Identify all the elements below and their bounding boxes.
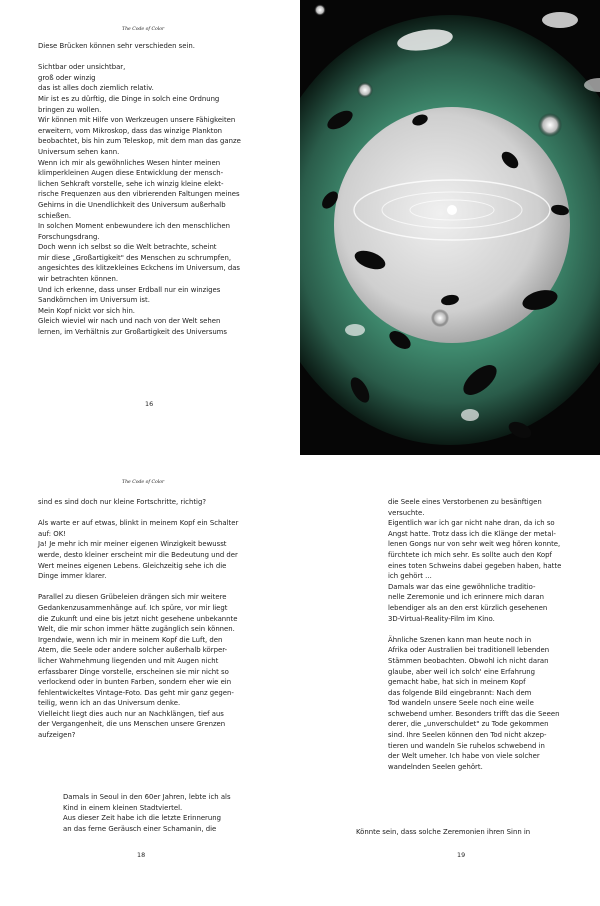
text-line: Vielleicht liegt dies auch nur an Nachklängen, tief aus [38, 709, 224, 718]
text-line: Atem, die Seele oder andere solcher außerhalb körper- [38, 646, 228, 655]
running-head: The Code of Color [122, 480, 165, 485]
text-line: ich gehört ... [388, 572, 432, 581]
text-line: Forschungsdrang. [38, 232, 100, 241]
page-18 [0, 458, 300, 906]
text-line: eines toten Schweins dabei gegeben haben, hatte [388, 561, 562, 570]
text-line: Wenn ich mir als gewöhnliches Wesen hinter meinen [38, 158, 221, 167]
text-line: die Zukunft und eine bis jetzt nicht gesehene unbekannte [38, 614, 238, 623]
text-line: wandelnden Seelen gehört. [388, 762, 483, 771]
text-line: Dinge immer klarer. [38, 572, 107, 581]
text-line: an das ferne Geräusch einer Schamanin, die [63, 824, 217, 833]
text-line: Als warte er auf etwas, blinkt in meinem Kopf ein Schalter [38, 519, 239, 528]
text-line: Ja! Je mehr ich mir meiner eigenen Winzigkeit bewusst [38, 540, 227, 549]
page-number: 18 [137, 851, 146, 859]
text-line: mir diese „Großartigkeit" des Menschen zu schrumpfen, [38, 253, 232, 262]
text-line: Mein Kopf nickt vor sich hin. [38, 306, 135, 315]
page-19-closing-line: Könnte sein, dass solche Zeremonien ihren Sinn in [356, 828, 531, 836]
text-line: Eigentlich war ich gar nicht nahe dran, da ich so [388, 519, 555, 528]
text-line: groß oder winzig [38, 73, 96, 82]
text-line: Sandkörnchen im Universum ist. [38, 296, 150, 305]
text-line: bringen zu wollen. [38, 105, 102, 114]
text-line: versuchte. [388, 508, 425, 517]
text-line: Sichtbar oder unsichtbar, [38, 63, 126, 72]
text-line: tieren und wandeln Sie ruhelos schwebend in [388, 741, 545, 750]
illustration-graphic [300, 0, 600, 455]
text-line: Ähnliche Szenen kann man heute noch in [388, 635, 532, 644]
text-line: Kind in einem kleinen Stadtviertel. [63, 803, 183, 812]
text-line: lichen Sehkraft vorstelle, sehe ich winzig kleine elekt- [38, 179, 224, 188]
text-line: gemacht habe, hat sich in meinem Kopf [388, 678, 526, 687]
text-line: nelle Zeremonie und ich erinnere mich daran [388, 593, 545, 602]
text-line: sind es sind doch nur kleine Fortschritte, richtig? [38, 498, 206, 506]
text-line: Wir können mit Hilfe von Werkzeugen unsere Fähigkeiten [38, 116, 236, 125]
text-line: Damals in Seoul in den 60er Jahren, lebte ich als [63, 793, 231, 801]
text-line: Welt, die mir schon immer hätte zugänglich sein können. [38, 625, 235, 634]
text-line: fürchtete ich mich sehr. Es sollte auch den Kopf [388, 550, 552, 559]
page-19-body [388, 497, 561, 772]
text-line: schießen. [38, 211, 72, 220]
text-line: werde, desto kleiner erscheint mir die Bedeutung und der [38, 550, 238, 559]
paragraph-gap [38, 508, 238, 519]
text-line: licher Wahrnehmung liegenden und mit Augen nicht [38, 656, 219, 665]
page-16 [0, 0, 300, 455]
text-line: Angst hatte. Trotz dass ich die Klänge der metal- [388, 529, 556, 538]
page-18-body [38, 497, 238, 741]
text-line: Gleich wieviel wir nach und nach von der Welt sehen [38, 317, 221, 326]
running-head: The Code of Color [122, 27, 165, 32]
text-line: glaube, aber weil ich solch' eine Erfahrung [388, 667, 535, 676]
page-19 [300, 458, 600, 906]
text-line: Wert meines eigenen Lebens. Gleichzeitig sehe ich die [38, 561, 227, 570]
text-line: Parallel zu diesen Grübeleien drängen sich mir weitere [38, 593, 227, 602]
text-line: schwebend umher. Besonders trifft das die Seeen [388, 709, 560, 718]
paragraph-gap [388, 624, 561, 635]
text-line: angesichtes des klitzekleines Eckchens im Universum, das [38, 264, 241, 273]
text-line: Irgendwie, wenn ich mir in meinem Kopf die Luft, den [38, 635, 223, 644]
text-line: Universum sehen kann. [38, 147, 120, 156]
text-line: lebendiger als an den erst kürzlich gesehenen [388, 603, 548, 612]
text-line: beobachtet, bis hin zum Teleskop, mit dem man das ganze [38, 137, 241, 146]
page-number: 16 [145, 400, 154, 408]
page-number: 19 [457, 851, 466, 859]
text-line: das ist alles doch ziemlich relativ. [38, 84, 154, 93]
text-line: Gedankenzusammenhänge auf. Ich spüre, vor mir liegt [38, 603, 228, 612]
paragraph-gap [38, 52, 241, 63]
sun [447, 205, 457, 215]
text-line: Stämmen beobachten. Obwohl ich nicht daran [388, 656, 549, 665]
page-16-body [38, 41, 241, 338]
text-line: verlockend oder in bunten Farben, sondern eher wie ein [38, 678, 232, 687]
text-line: Aus dieser Zeit habe ich die letzte Erinnerung [63, 814, 222, 823]
text-line: das folgende Bild eingebrannt: Nach dem [388, 688, 532, 697]
text-line: auf: OK! [38, 529, 66, 538]
text-line: Diese Brücken können sehr verschieden sein. [38, 42, 195, 50]
cosmic-illustration [300, 0, 600, 455]
text-line: lernen, im Verhältnis zur Großartigkeit des Universums [38, 328, 227, 337]
text-line: rische Frequenzen aus den vibrierenden Faltungen meines [38, 190, 240, 199]
text-line: erweitern, vom Mikroskop, dass das winzige Plankton [38, 126, 223, 135]
text-line: wir betrachten können. [38, 275, 119, 284]
text-line: der Vergangenheit, die uns Menschen unsere Grenzen [38, 720, 226, 729]
text-line: 3D-Virtual-Reality-Film im Kino. [388, 614, 495, 623]
text-line: die Seele eines Verstorbenen zu besänftigen [388, 498, 542, 506]
text-line: Afrika oder Australien bei traditionell lebenden [388, 646, 550, 655]
text-line: lenen Gongs nur von sehr weit weg hören konnte, [388, 540, 561, 549]
text-line: klimperkleinen Augen diese Entwicklung der mensch- [38, 169, 224, 178]
paragraph-gap [38, 582, 238, 593]
text-line: Damals war das eine gewöhnliche traditio- [388, 582, 536, 591]
text-line: erfassbarer Dinge vorstelle, erscheinen sie mir nicht so [38, 667, 229, 676]
text-line: der Welt umeher. Ich habe von viele solcher [388, 752, 540, 761]
text-line: Doch wenn ich selbst so die Welt betrachte, scheint [38, 243, 217, 252]
text-line: teilig, wenn ich an das Universum denke. [38, 699, 181, 708]
text-line: fehlentwickeltes Vintage-Foto. Das geht mir ganz gegen- [38, 688, 234, 697]
text-line: derer, die „unverschuldet" zu Tode gekommen [388, 720, 549, 729]
text-line: Mir ist es zu dürftig, die Dinge in solch eine Ordnung [38, 94, 220, 103]
text-line: aufzeigen? [38, 731, 76, 740]
text-line: sind. Ihre Seelen können den Tod nicht akzep- [388, 731, 547, 740]
text-line: Gehirns in die Unendlichkeit des Universum außerhalb [38, 200, 226, 209]
text-line: In solchen Moment enbewundere ich den menschlichen [38, 222, 231, 231]
text-line: Tod wandeln unsere Seele noch eine weile [388, 699, 534, 708]
text-line: Und ich erkenne, dass unser Erdball nur ein winziges [38, 285, 221, 294]
page-18-indented-passage [63, 792, 231, 834]
